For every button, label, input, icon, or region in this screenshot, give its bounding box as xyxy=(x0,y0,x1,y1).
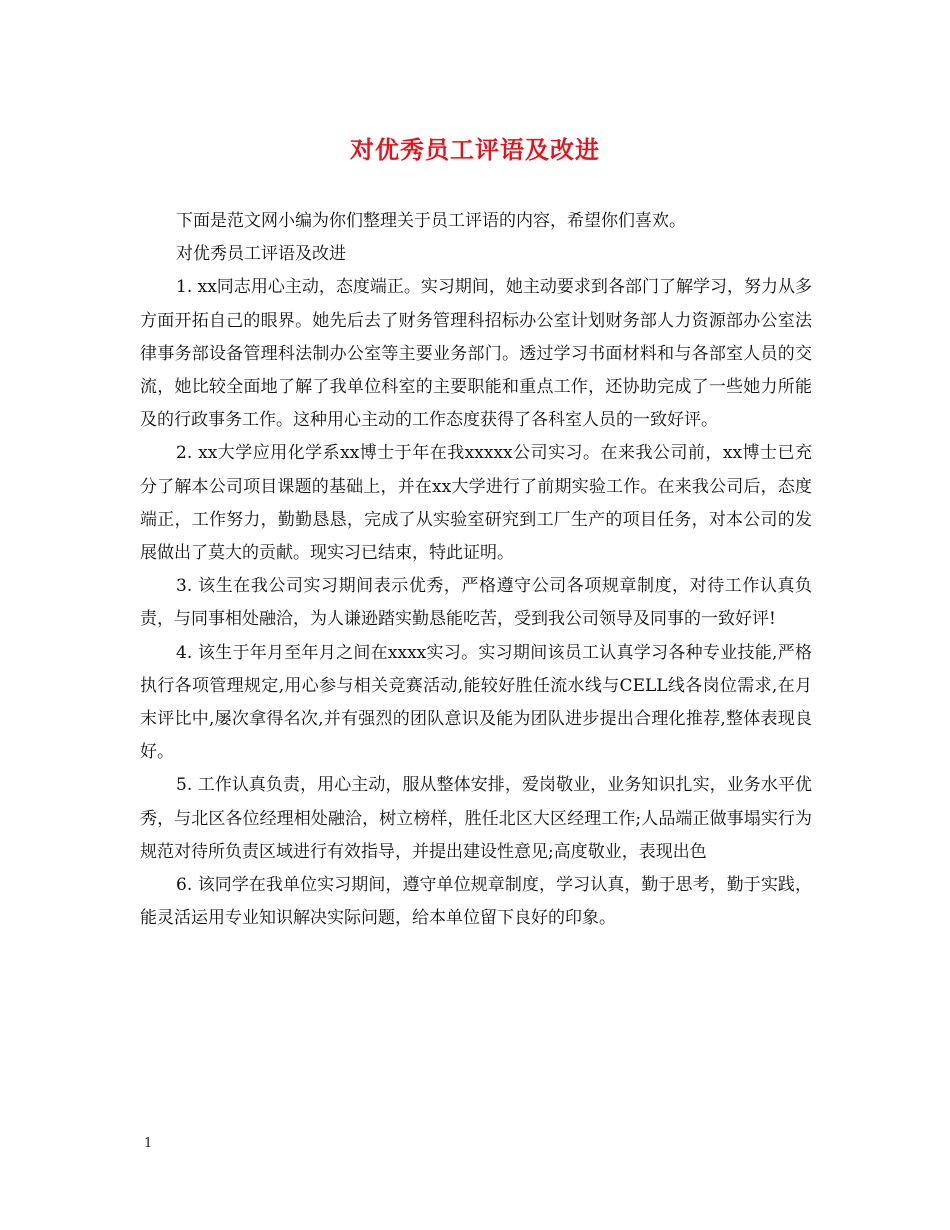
paragraph-4: 4. 该生于年月至年月之间在xxxx实习。实习期间该员工认真学习各种专业技能,严格执行各项管理规定,用心参与相关竞赛活动,能较好胜任流水线与CELL线各岗位需求,在月末评比中,屡次拿得名次,并有强烈的团队意识及能为团队进步提出合理化推荐,整体表现良好。 xyxy=(140,642,812,763)
paragraph-1: 1. xx同志用心主动，态度端正。实习期间，她主动要求到各部门了解学习，努力从多方面开拓自己的眼界。她先后去了财务管理科招标办公室计划财务部人力资源部办公室法律事务部设备管理科法制办公室等主要业务部门。透过学习书面材料和与各部室人员的交流，她比较全面地了解了我单位科室的主要职能和重点工作，还协助完成了一些她力所能及的行政事务工作。这种用心主动的工作态度获得了各科室人员的一致好评。 xyxy=(140,277,812,431)
paragraph-3: 3. 该生在我公司实习期间表示优秀，严格遵守公司各项规章制度，对待工作认真负责，与同事相处融洽，为人谦逊踏实勤恳能吃苦，受到我公司领导及同事的一致好评! xyxy=(140,576,812,630)
subheading: 对优秀员工评语及改进 xyxy=(176,244,346,265)
document-body xyxy=(140,205,812,935)
paragraph-5: 5. 工作认真负责，用心主动，服从整体安排，爱岗敬业，业务知识扎实，业务水平优秀，与北区各位经理相处融洽，树立榜样，胜任北区大区经理工作;人品端正做事塌实行为规范对待所负责区域进行有效指导，并提出建设性意见;高度敬业，表现出色 xyxy=(140,775,812,862)
paragraph-6: 6. 该同学在我单位实习期间，遵守单位规章制度，学习认真，勤于思考，勤于实践，能灵活运用专业知识解决实际问题，给本单位留下良好的印象。 xyxy=(140,875,812,929)
document-title: 对优秀员工评语及改进 xyxy=(350,135,600,164)
paragraph-2: 2. xx大学应用化学系xx博士于年在我xxxxx公司实习。在来我公司前，xx博士已充分了解本公司项目课题的基础上，并在xx大学进行了前期实验工作。在来我公司后，态度端正，工作努力，勤勤恳恳，完成了从实验室研究到工厂生产的项目任务，对本公司的发展做出了莫大的贡献。现实习已结束，特此证明。 xyxy=(140,443,812,564)
intro-paragraph: 下面是范文网小编为你们整理关于员工评语的内容，希望你们喜欢。 xyxy=(176,211,686,231)
page-number: 1 xyxy=(144,1136,153,1151)
